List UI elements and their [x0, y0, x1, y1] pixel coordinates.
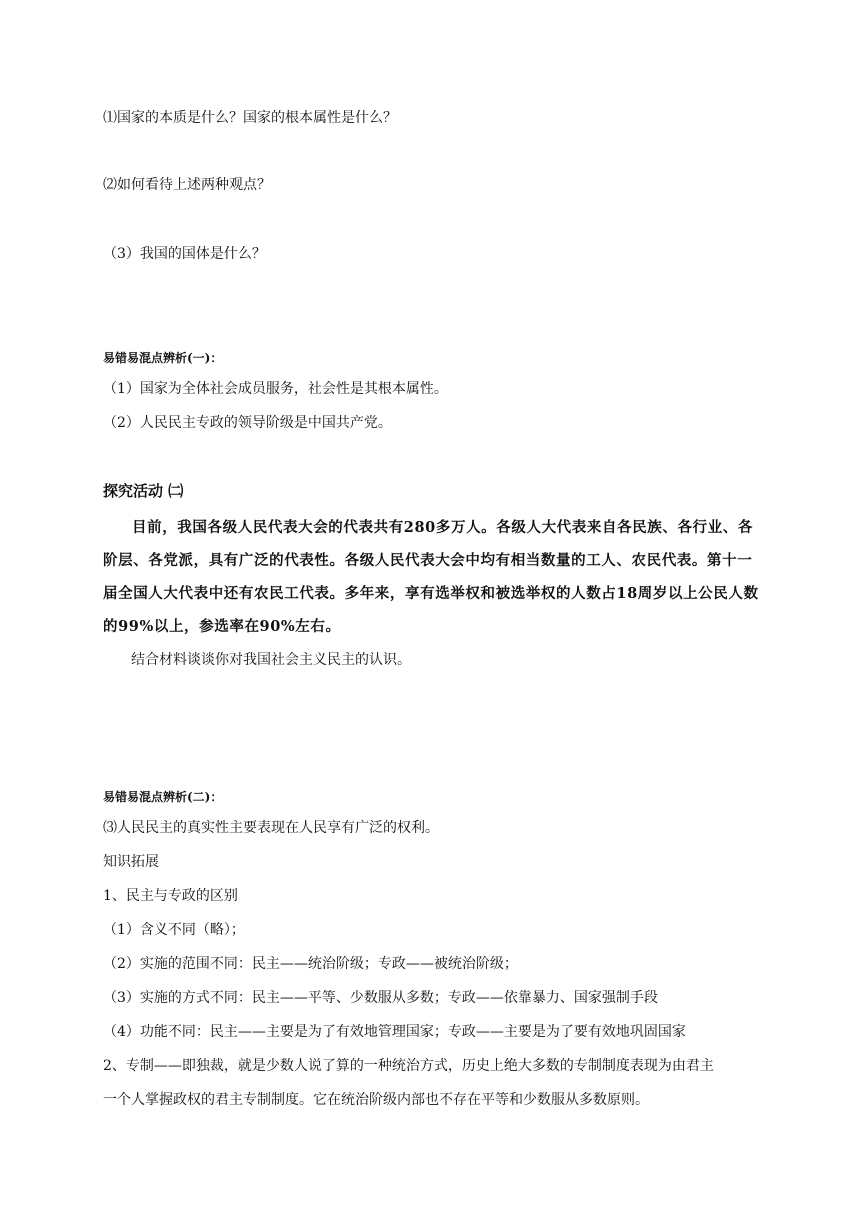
- question-3: （3）我国的国体是什么？: [103, 246, 266, 262]
- mistakes-one-item-2: （2）人民民主专政的领导阶级是中国共产党。: [103, 415, 392, 431]
- knowledge-point-1: （1）含义不同（略）；: [103, 922, 245, 938]
- knowledge-section-2-line-1: 2、专制——即独裁，就是少数人说了算的一种统治方式，历史上绝大多数的专制制度表现为由君主: [103, 1058, 714, 1074]
- mistakes-one-title: 易错易混点辨析(一)：: [103, 351, 223, 365]
- inquiry-two-prompt: 结合材料谈谈你对我国社会主义民主的认识。: [131, 652, 411, 668]
- knowledge-section-1: 1、民主与专政的区别: [103, 888, 238, 904]
- knowledge-section-2-line-2: 一个人掌握政权的君主专制制度。它在统治阶级内部也不存在平等和少数服从多数原则。: [103, 1092, 649, 1108]
- mistakes-two-item: ⑶人民民主的真实性主要表现在人民享有广泛的权利。: [103, 820, 439, 836]
- knowledge-title: 知识拓展: [103, 854, 159, 870]
- knowledge-point-2: （2）实施的范围不同：民主——统治阶级；专政——被统治阶级；: [103, 956, 518, 972]
- mistakes-one-item-1: （1）国家为全体社会成员服务，社会性是其根本属性。: [103, 381, 448, 397]
- question-1: ⑴国家的本质是什么？国家的根本属性是什么？: [103, 110, 397, 126]
- question-2: ⑵如何看待上述两种观点？: [103, 177, 271, 193]
- knowledge-point-4: （4）功能不同：民主——主要是为了有效地管理国家；专政——主要是为了要有效地巩固国家: [103, 1024, 686, 1040]
- mistakes-two-title: 易错易混点辨析(二)：: [103, 790, 223, 804]
- inquiry-two-heading: 探究活动 ㈡: [103, 482, 184, 500]
- inquiry-two-material: 目前，我国各级人民代表大会的代表共有280多万人。各级人大代表来自各民族、各行业、各阶层、各党派，具有广泛的代表性。各级人民代表大会中均有相当数量的工人、农民代表。第十一届全国人大代表中还有农民工代表。多年来，享有选举权和被选举权的人数占18周岁以上公民人数的99%以上，参选率在90%左右。: [103, 519, 759, 635]
- knowledge-point-3: （3）实施的方式不同：民主——平等、少数服从多数；专政——依靠暴力、国家强制手段: [103, 990, 658, 1006]
